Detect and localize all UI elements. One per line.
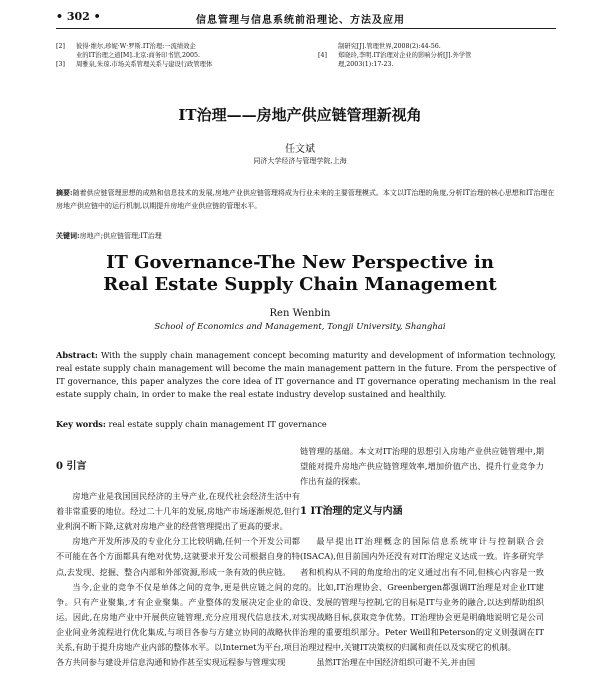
body-paragraph: 当今,企业的竞争不仅是单体之间的竞争,更是供应链之间的竞争。只有产业聚集,才有企业聚集。产业整体的发展决定企业的命运。因此,在房地产业中开展供应链管理,充分应用现代信息技术,对企业间业务流程进行优化集成,与项目各参与方建立协同的战略伙伴关系,有助于提升房地产业内部的整体水平。以Internet为平台,项目各方共同参与建设并信息沟通和协作甚至实现远程参与管理实现 xyxy=(56,581,300,668)
chinese-abstract-label: 摘要: xyxy=(56,188,73,197)
running-header xyxy=(56,8,556,29)
body-paragraph: 房地产开发所涉及的专业化分工比较明确,任何一个开发公司都不可能在各个方面都具有绝对优势,这就要求开发公司根据自身的特点,去发现、挖掘、整合内部和外部资源,形成一条有效的供应链。 xyxy=(56,536,300,577)
chinese-affiliation: 同济大学经济与管理学院,上海 xyxy=(253,157,347,165)
chinese-keywords-label: 关键词: xyxy=(56,231,80,240)
chinese-author: 任文斌 xyxy=(285,144,315,155)
english-abstract-text: With the supply chain management concept becoming maturity and development of information technology, real estate supply chain management will become the main management pattern in the future. From the perspective of IT governance, this paper analyzes the core idea of IT governance and IT governance operating mechanism in the real estate supply chain, in order to make the real estate industry develop sustained and healthily. xyxy=(56,350,556,399)
reference-item: [2] 彼得·维尔,珍妮·W·罗斯.IT治理:一流绩效企 xyxy=(56,43,196,50)
english-title xyxy=(0,252,600,296)
english-keywords-label: Key words: xyxy=(56,419,106,429)
journal-title: 信息管理与信息系统前沿理论、方法及应用 xyxy=(196,15,405,26)
body-paragraph: 房地产业是我国国民经济的主导产业,在现代社会经济生活中有着非常重要的地位。经过二十几年的发展,房地产市场逐渐规范,但行业利润不断下降,这就对房地产业的经营管理提出了更高的要求。 xyxy=(56,491,300,532)
reference-item: [4] 郑晓玲,李明.IT治理对企业的影响分析[J].外学管 xyxy=(318,52,472,59)
english-abstract xyxy=(56,349,556,401)
reference-item: 理,2003(1):17-23. xyxy=(338,61,394,68)
body-left-column xyxy=(56,444,300,670)
body-paragraph: 虽然IT治理在中国经济组织可避不关,并由国 xyxy=(316,657,476,668)
english-keywords-text: real estate supply chain management IT governance xyxy=(108,419,327,429)
reference-item: [3] 周雅泉,朱琼.市场关系管理关系与建设行政管理体 xyxy=(56,61,213,68)
reference-item: 制研究[J].管理世界,2008(2):44-56. xyxy=(338,43,441,50)
body-paragraph: 链管理的基础。本文对IT治理的思想引入房地产业供应链管理中,期望能对提升房地产供应链管理效率,增加价值产出、提升行业竞争力作出有益的探索。 xyxy=(300,446,544,487)
section-heading-intro: 0 引言 xyxy=(56,461,87,472)
chinese-keywords xyxy=(56,231,556,241)
english-author: Ren Wenbin xyxy=(269,308,331,319)
english-affiliation: School of Economics and Management, Tongji University, Shanghai xyxy=(154,322,446,332)
section-heading-definition: 1 IT治理的定义与内涵 xyxy=(300,506,403,518)
reference-item: 业的IT治理之道[M].北京:商务印书馆,2005. xyxy=(76,52,201,59)
english-title-line1: IT Governance-The New Perspective in xyxy=(106,252,494,273)
body-paragraph: 最早提出IT治理概念的国际信息系统审计与控制联合会(ISACA),但目前国内外还没有对IT治理定义达成一致。许多研究学者和机构从不同的角度给出的定义通过出有不同,但核心内容是一致的。比如,IT治理协会、Greenbergen都强调IT治理是对企业IT建设、发展的管理与控制,它的目标是IT与业务的融合,以达到帮助组织实现战略目标,获取竞争优势。IT治理协会更是明确地说明它是公司治理的重要组织部分。Peter Weill和Peterson的定义则强调在IT治理过程中,关键IT决策权的归属和责任以及实现它的机制。 xyxy=(300,536,544,653)
chinese-abstract xyxy=(56,186,556,213)
body-right-column xyxy=(300,444,544,670)
chinese-abstract-text: 随着供应链管理思想的成熟和信息技术的发展,房地产业供应链管理将成为行业未来的主要管理模式。本文以IT治理的角度,分析IT治理的核心思想和IT治理在房地产供应链中的运行机制,以期提升房地产业供应链的管理水平。 xyxy=(56,189,555,210)
page-number: • 302 • xyxy=(56,10,101,23)
chinese-title: IT治理——房地产供应链管理新视角 xyxy=(178,106,422,124)
english-title-line2: Real Estate Supply Chain Management xyxy=(103,274,497,295)
english-abstract-label: Abstract: xyxy=(56,350,98,360)
english-keywords xyxy=(56,419,556,429)
chinese-keywords-text: 房地产;供应链管理;IT治理 xyxy=(79,232,162,240)
